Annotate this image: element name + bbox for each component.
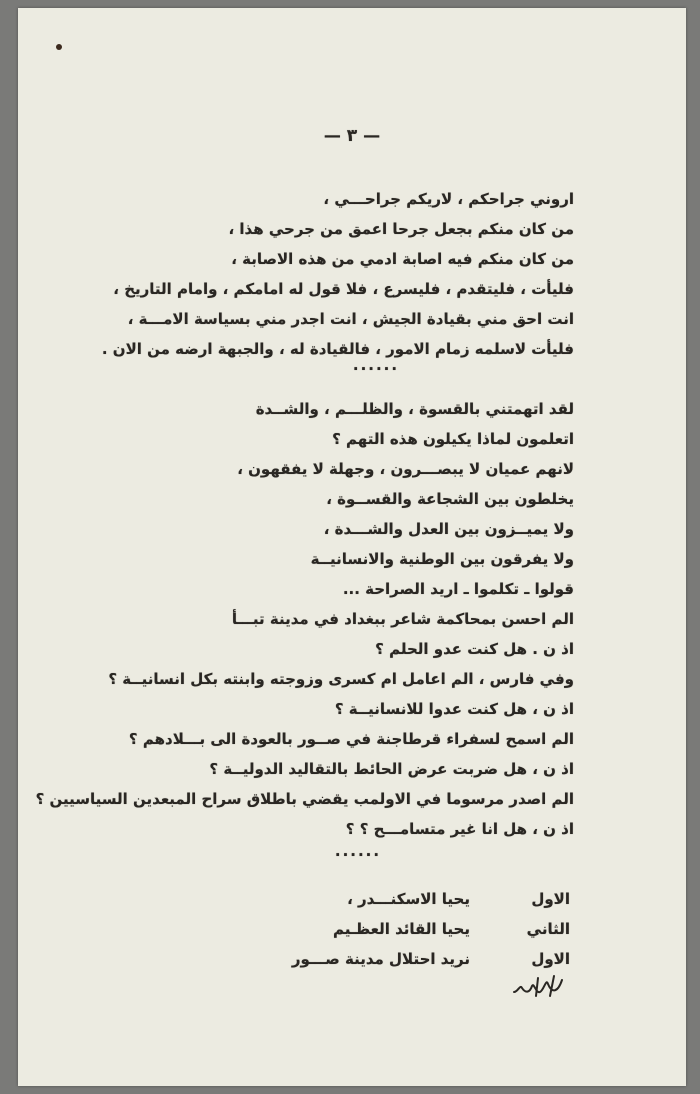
text-line: اتعلمون لماذا يكيلون هذه التهم ؟ — [332, 430, 574, 448]
text-line: من كان منكم فيه اصابة ادمي من هذه الاصابة ، — [231, 250, 574, 268]
document-page — [18, 8, 686, 1086]
text-line: من كان منكم بجعل جرحا اعمق من جرحي هذا ، — [228, 220, 574, 238]
speaker-name: الاول — [531, 950, 570, 968]
punch-hole-mark — [56, 44, 62, 50]
text-line: اذ ن . هل كنت عدو الحلم ؟ — [375, 640, 574, 658]
section-separator: ...... — [334, 842, 382, 860]
text-line: الم اصدر مرسوما في الاولمب يقضي باطلاق سراح المبعدين السياسيين ؟ — [35, 790, 574, 808]
speaker-name: الاول — [531, 890, 570, 908]
text-line: لانهم عميان لا يبصـــرون ، وجهلة لا يفقهون ، — [237, 460, 574, 478]
handwritten-signature — [488, 970, 568, 1000]
dialogue-text: نريد احتلال مدينة صـــور — [291, 950, 470, 968]
dialogue-row — [110, 884, 570, 914]
text-line: قولوا ـ تكلموا ـ اريد الصراحة ... — [342, 580, 574, 598]
section-separator: ...... — [352, 356, 400, 374]
speech-block-1 — [58, 184, 574, 364]
text-line: انت احق مني بقيادة الجيش ، انت اجدر مني بسياسة الامـــة ، — [127, 310, 574, 328]
text-line: الم اسمح لسفراء قرطاجنة في صــور بالعودة الى بـــلادهم ؟ — [128, 730, 574, 748]
text-line: وفي فارس ، الم اعامل ام كسرى وزوجته وابنته بكل انسانيــة ؟ — [108, 670, 574, 688]
text-line: اذ ن ، هل ضربت عرض الحائط بالتقاليد الدوليــة ؟ — [209, 760, 574, 778]
text-line: فليأت ، فليتقدم ، فليسرع ، فلا قول له امامكم ، وامام التاريخ ، — [113, 280, 574, 298]
dialogue-text: يحيا الاسكنـــدر ، — [347, 890, 470, 908]
text-line: فليأت لاسلمه زمام الامور ، فالقيادة له ، والجبهة ارضه من الان . — [101, 340, 574, 358]
speaker-name: الثاني — [526, 920, 570, 938]
text-line: لقد اتهمتني بالقسوة ، والظلـــم ، والشــدة — [255, 400, 574, 418]
page-number: — ٣ — — [323, 126, 381, 146]
text-line: اذ ن ، هل انا غير متسامـــح ؟ ؟ — [345, 820, 574, 838]
text-line: اذ ن ، هل كنت عدوا للانسانيــة ؟ — [334, 700, 574, 718]
speech-block-2 — [35, 394, 574, 844]
dialogue-text: يحيا القائد العظـيم — [332, 920, 470, 938]
text-line: ولا يميــزون بين العدل والشـــدة ، — [323, 520, 574, 538]
text-line: يخلطون بين الشجاعة والقســوة ، — [326, 490, 574, 508]
text-line: الم احسن بمحاكمة شاعر ببغداد في مدينة تبـــأ — [231, 610, 574, 628]
text-line: ولا يفرقون بين الوطنية والانسانيــة — [310, 550, 574, 568]
text-line: اروني جراحكم ، لاريكم جراحـــي ، — [323, 190, 574, 208]
dialogue-row — [110, 914, 570, 944]
cast-lines — [110, 884, 570, 974]
